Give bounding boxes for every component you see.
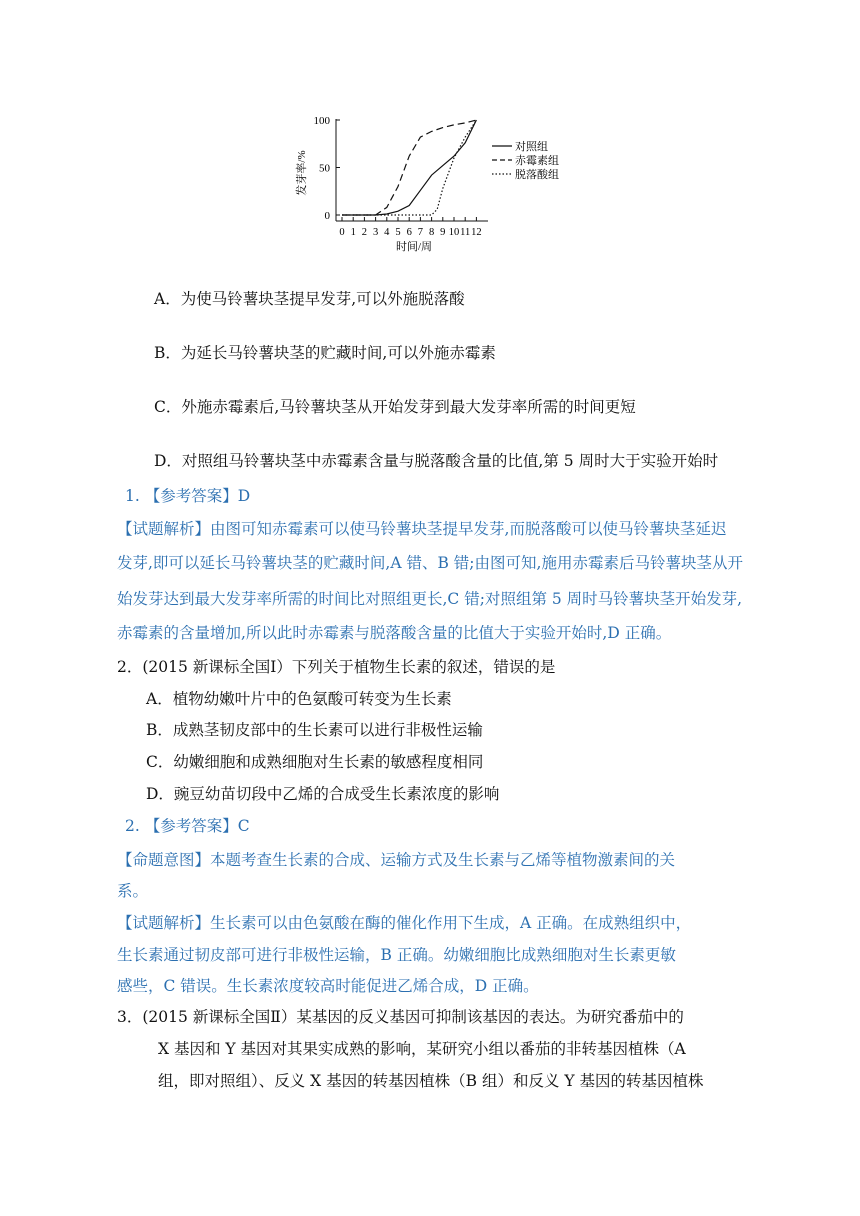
q2-option-b: B．成熟茎韧皮部中的生长素可以进行非极性运输	[146, 721, 483, 739]
legend-label-2: 赤霉素组	[515, 155, 559, 167]
y-tick-label: 100	[313, 115, 330, 127]
x-tick-label: 3	[372, 227, 379, 238]
q2-analysis-line2: 生长素通过韧皮部可进行非极性运输，B 正确。幼嫩细胞比成熟细胞对生长素更敏	[117, 946, 676, 964]
y-tick-label: 0	[324, 210, 330, 222]
q2-stem: 2．(2015 新课标全国Ⅰ）下列关于植物生长素的叙述，错误的是	[117, 658, 556, 676]
x-tick-label: 0	[339, 227, 345, 238]
q3-line3: 组，即对照组）、反义 X 基因的转基因植株（B 组）和反义 Y 基因的转基因植株	[158, 1072, 704, 1090]
q1-answer: 1. 【参考答案】D	[125, 487, 251, 505]
q1-analysis-line3: 始发芽达到最大发芽率所需的时间比对照组更长,C 错;对照组第 5 周时马铃薯块茎开始发芽,	[117, 590, 743, 608]
y-axis-label: 发芽率/%	[296, 150, 308, 196]
series-line-2	[342, 120, 476, 215]
q1-option-d: D．对照组马铃薯块茎中赤霉素含量与脱落酸含量的比值,第 5 周时大于实验开始时	[154, 452, 719, 470]
x-axis-label: 时间/周	[395, 241, 433, 253]
x-tick-label: 10	[448, 227, 460, 238]
q1-option-b: B．为延长马铃薯块茎的贮藏时间,可以外施赤霉素	[154, 344, 496, 362]
q2-option-c: C．幼嫩细胞和成熟细胞对生长素的敏感程度相同	[146, 753, 484, 771]
q2-option-d: D．豌豆幼苗切段中乙烯的合成受生长素浓度的影响	[146, 785, 500, 803]
q1-analysis-line2: 发芽,即可以延长马铃薯块茎的贮藏时间,A 错、B 错;由图可知,施用赤霉素后马铃薯块茎从开	[117, 554, 743, 572]
q1-analysis-line1	[117, 518, 726, 540]
x-tick-label: 4	[384, 227, 390, 238]
q2-option-a: A．植物幼嫩叶片中的色氨酸可转变为生长素	[146, 690, 452, 708]
analysis-tag: 【试题解析】	[117, 914, 211, 932]
q2-answer: 2. 【参考答案】C	[125, 817, 250, 835]
q1-option-c: C．外施赤霉素后,马铃薯块茎从开始发芽到最大发芽率所需的时间更短	[154, 398, 636, 416]
q3-line1: 3．(2015 新课标全国Ⅱ）某基因的反义基因可抑制该基因的表达。为研究番茄中的	[117, 1008, 684, 1026]
y-tick-label: 50	[319, 162, 330, 175]
q2-intent-line1	[117, 849, 675, 871]
intent-tag: 【命题意图】	[117, 851, 211, 869]
series-line-1	[342, 120, 476, 215]
x-tick-label: 6	[406, 227, 412, 238]
intent-text: 本题考查生长素的合成、运输方式及生长素与乙烯等植物激素间的关	[210, 851, 676, 869]
q1-analysis-line4: 赤霉素的含量增加,所以此时赤霉素与脱落酸含量的比值大于实验开始时,D 正确。	[117, 624, 672, 642]
germination-chart	[290, 108, 580, 258]
q1-option-a: A．为使马铃薯块茎提早发芽,可以外施脱落酸	[154, 290, 465, 308]
x-tick-label: 11	[460, 227, 471, 238]
analysis-text: 生长素可以由色氨酸在酶的催化作用下生成，A 正确。在成熟组织中，	[210, 914, 692, 932]
analysis-text: 由图可知赤霉素可以使马铃薯块茎提早发芽,而脱落酸可以使马铃薯块茎延迟	[210, 520, 727, 538]
x-tick-label: 8	[428, 227, 435, 238]
legend-label-3: 脱落酸组	[515, 169, 559, 181]
series-line-3	[342, 120, 476, 215]
q2-intent-line2: 系。	[117, 882, 149, 900]
x-tick-label: 9	[440, 227, 446, 238]
q2-analysis-line1	[117, 912, 691, 934]
legend-label-1: 对照组	[515, 141, 548, 153]
analysis-tag: 【试题解析】	[117, 520, 211, 538]
x-tick-label: 1	[350, 227, 356, 238]
x-tick-label: 5	[395, 227, 401, 238]
q2-analysis-line3: 感些，C 错误。生长素浓度较高时能促进乙烯合成，D 正确。	[117, 977, 539, 995]
x-tick-label: 12	[471, 227, 482, 238]
x-tick-label: 2	[361, 227, 368, 238]
x-tick-label: 7	[417, 227, 424, 238]
q3-line2: X 基因和 Y 基因对其果实成熟的影响，某研究小组以番茄的非转基因植株（A	[158, 1040, 686, 1058]
